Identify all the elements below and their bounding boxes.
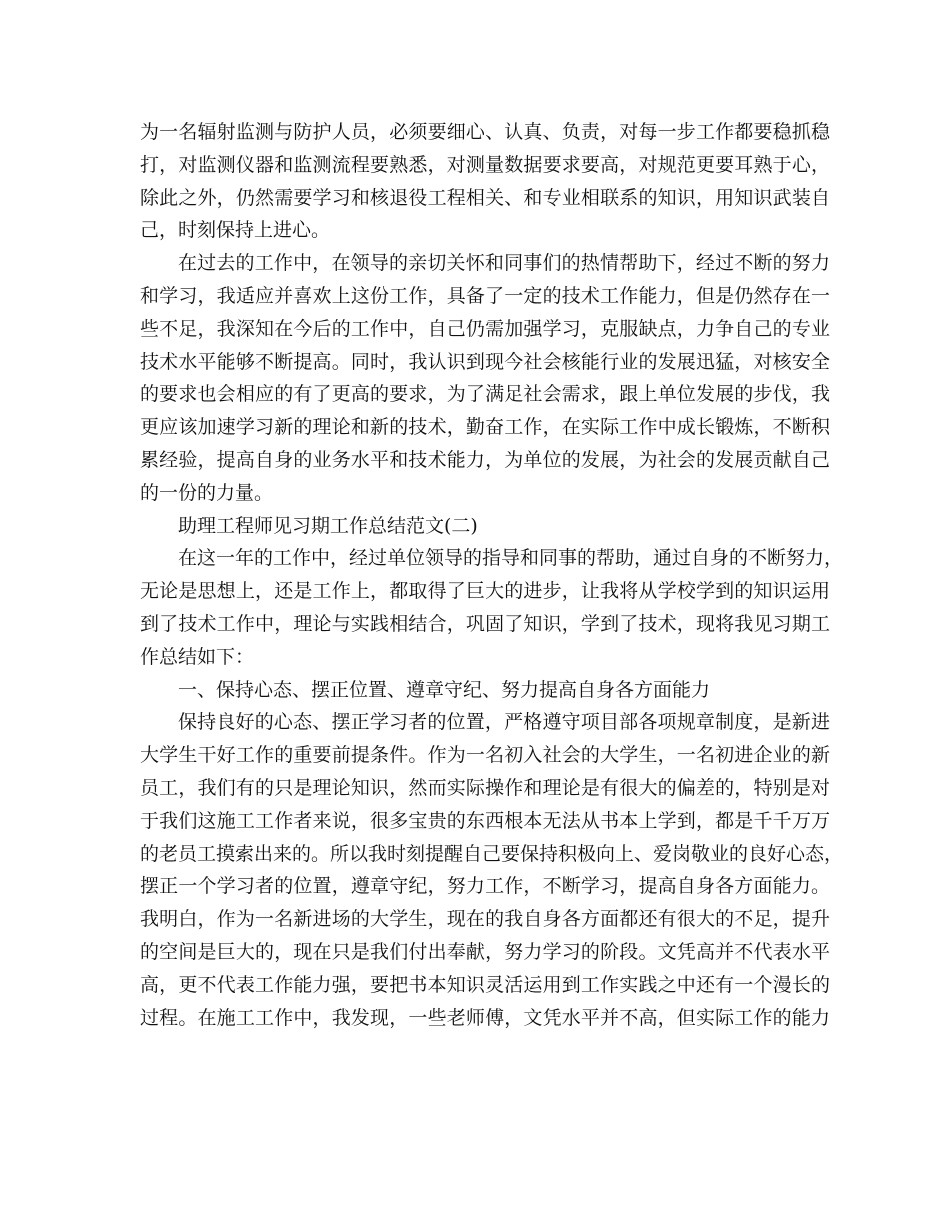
text-line: 助理工程师见习期工作总结范文(二) [178,514,478,537]
text-line: 过程。在施工工作中，我发现，一些老师傅，文凭水平并不高，但实际工作的能力 [140,1006,830,1029]
text-line: 摆正一个学习者的位置，遵章守纪，努力工作，不断学习，提高自身各方面能力。 [140,875,830,898]
text-line: 于我们这施工工作者来说，很多宝贵的东西根本无法从书本上学到，都是千千万万 [140,809,830,832]
text-line: 大学生干好工作的重要前提条件。作为一名初入社会的大学生，一名初进企业的新 [140,744,830,767]
text-line: 在过去的工作中，在领导的亲切关怀和同事们的热情帮助下，经过不断的努力 [178,252,830,275]
text-line: 为一名辐射监测与防护人员，必须要细心、认真、负责，对每一步工作都要稳抓稳 [140,121,830,143]
text-line: 保持良好的心态、摆正学习者的位置，严格遵守项目部各项规章制度，是新进 [178,711,830,734]
text-line: 技术水平能够不断提高。同时，我认识到现今社会核能行业的发展迅猛，对核安全 [140,350,830,373]
text-line: 的空间是巨大的，现在只是我们付出奉献，努力学习的阶段。文凭高并不代表水平 [140,940,830,963]
text-line: 高，更不代表工作能力强，要把书本知识灵活运用到工作实践之中还有一个漫长的 [140,973,830,996]
text-line: 己，时刻保持上进心。 [140,219,331,242]
text-line: 和学习，我适应并喜欢上这份工作，具备了一定的技术工作能力，但是仍然存在一 [140,284,830,307]
text-line: 到了技术工作中，理论与实践相结合，巩固了知识，学到了技术，现将我见习期工 [140,612,830,635]
text-line: 在这一年的工作中，经过单位领导的指导和同事的帮助，通过自身的不断努力， [178,547,844,570]
text-line: 无论是思想上，还是工作上，都取得了巨大的进步，让我将从学校学到的知识运用 [140,580,830,603]
text-line: 累经验，提高自身的业务水平和技术能力，为单位的发展，为社会的发展贡献自己 [140,448,830,471]
text-line: 的要求也会相应的有了更高的要求，为了满足社会需求，跟上单位发展的步伐，我 [140,383,830,406]
text-line: 除此之外，仍然需要学习和核退役工程相关、和专业相联系的知识，用知识武装自 [140,186,830,209]
text-line: 一、保持心态、摆正位置、遵章守纪、努力提高自身各方面能力 [178,678,711,701]
text-line: 更应该加速学习新的理论和新的技术，勤奋工作，在实际工作中成长锻炼，不断积 [140,416,830,439]
text-line: 的一份的力量。 [140,481,274,504]
text-line: 的老员工摸索出来的。所以我时刻提醒自己要保持积极向上、爱岗敬业的良好心态， [140,842,844,865]
text-line: 员工，我们有的只是理论知识，然而实际操作和理论是有很大的偏差的，特别是对 [140,776,830,799]
text-line: 我明白，作为一名新进场的大学生，现在的我自身各方面都还有很大的不足，提升 [140,908,830,931]
document-body [140,116,844,1034]
text-line: 些不足，我深知在今后的工作中，自己仍需加强学习，克服缺点，力争自己的专业 [140,317,830,340]
text-line: 打，对监测仪器和监测流程要熟悉，对测量数据要求要高，对规范更要耳熟于心， [140,153,830,176]
text-line: 作总结如下： [140,645,255,668]
